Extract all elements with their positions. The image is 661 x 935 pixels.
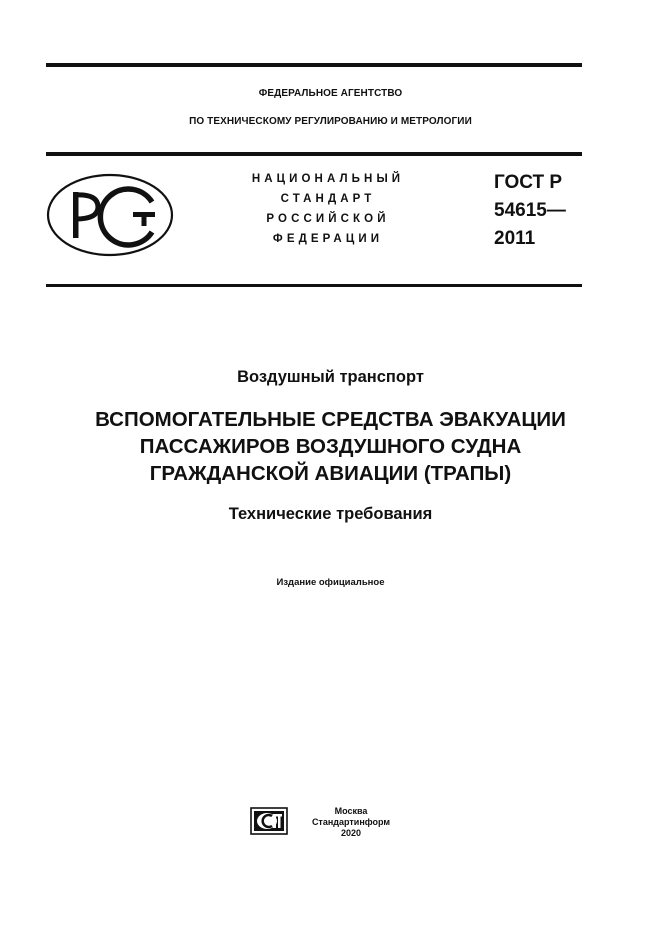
publisher-city: Москва [334,806,368,816]
standartinform-logo-icon [250,807,290,835]
gost-number: 54615— [494,200,566,221]
document-title-line-3: ГРАЖДАНСКОЙ АВИАЦИИ (ТРАПЫ) [149,462,512,485]
edition-note: Издание официальное [276,577,385,588]
document-title-line-2: ПАССАЖИРОВ ВОЗДУШНОГО СУДНА [139,435,522,458]
gost-label: ГОСТ Р [494,172,563,193]
rst-logo-icon [46,173,174,257]
publisher-name: Стандартинформ [311,817,391,827]
standartinform-logo [250,807,290,835]
header-bottom-rule [46,284,582,287]
document-subtitle: Технические требования [228,505,433,523]
agency-line-1: ФЕДЕРАЛЬНОЕ АГЕНТСТВО [258,88,403,99]
publisher-year: 2020 [340,828,362,838]
standard-type-line-3: РОССИЙСКОЙ [266,213,390,225]
series-title: Воздушный транспорт [237,368,424,386]
agency-line-2: ПО ТЕХНИЧЕСКОМУ РЕГУЛИРОВАНИЮ И МЕТРОЛОГИИ [189,116,472,127]
gost-year: 2011 [494,228,536,249]
standard-type-line-1: НАЦИОНАЛЬНЫЙ [251,173,405,185]
top-rule [46,63,582,67]
document-title-line-1: ВСПОМОГАТЕЛЬНЫЕ СРЕДСТВА ЭВАКУАЦИИ [95,408,566,431]
standard-type-line-2: СТАНДАРТ [280,193,376,205]
header-rule [46,152,582,156]
standard-type-line-4: ФЕДЕРАЦИИ [272,233,384,245]
rst-logo [46,173,174,257]
